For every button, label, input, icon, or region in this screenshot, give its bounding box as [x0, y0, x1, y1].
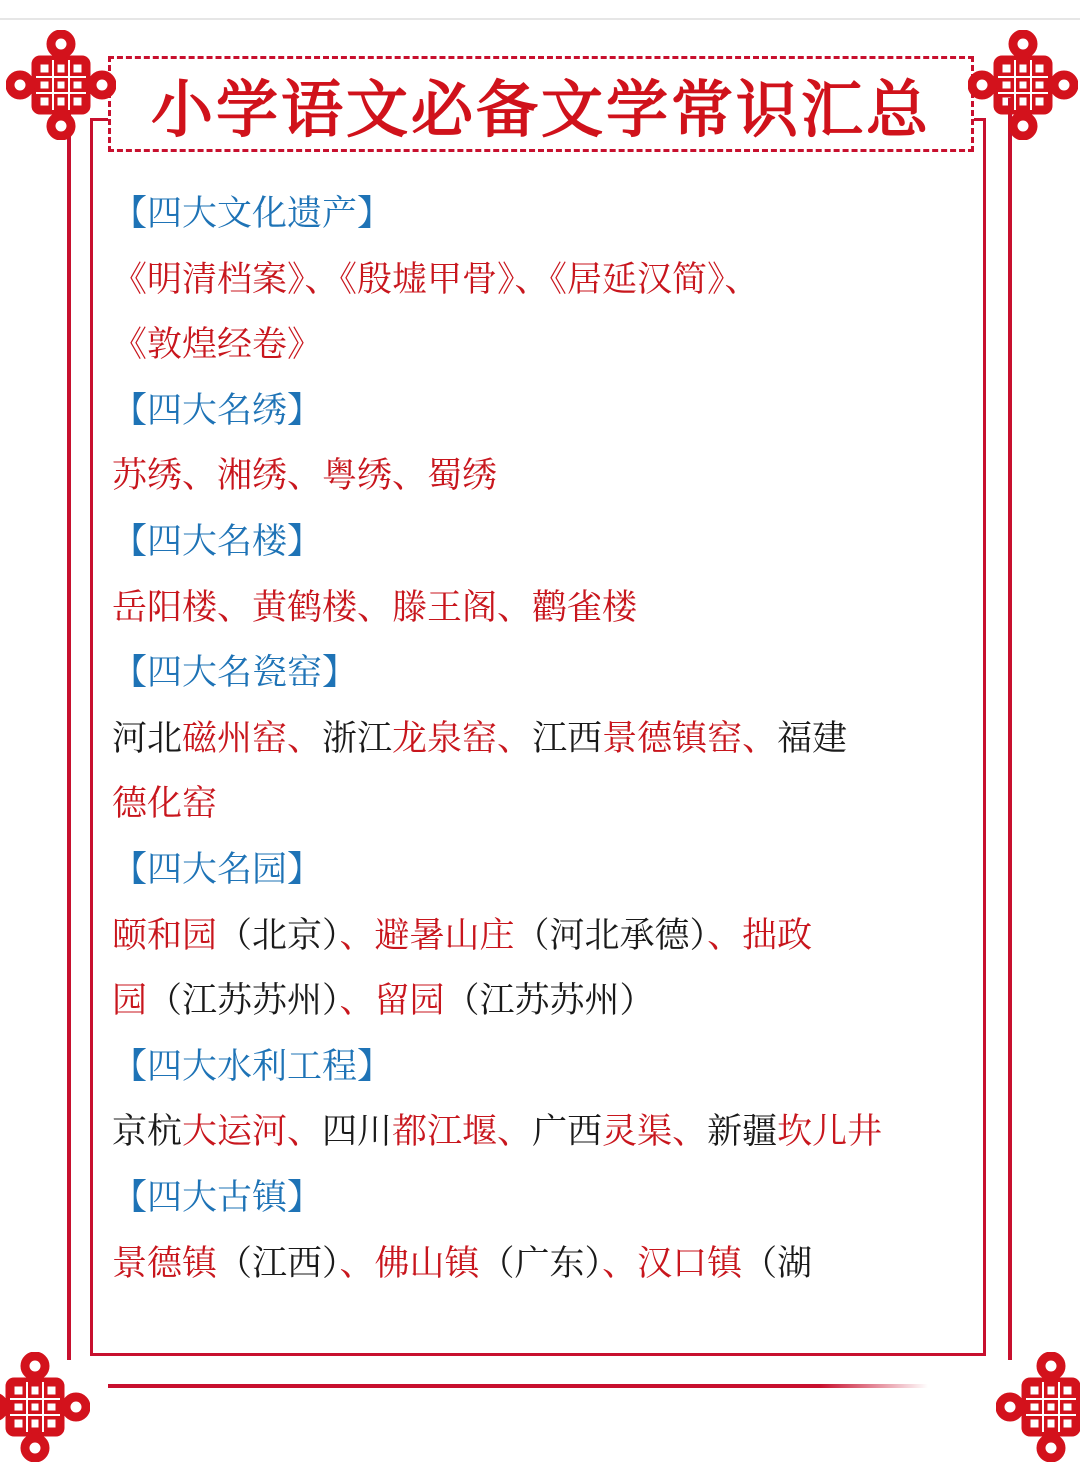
section-body-line — [112, 1108, 972, 1174]
highlight-text: 灵渠、 — [602, 1112, 708, 1153]
highlight-text: 、汉口镇 — [602, 1243, 743, 1284]
chinese-knot-icon — [968, 30, 1078, 140]
highlight-text: 苏绣、湘绣、粤绣、蜀绣 — [112, 456, 498, 497]
section-heading — [112, 846, 972, 912]
section-body-line — [112, 715, 972, 781]
plain-text: （河北承德） — [514, 915, 708, 956]
section-body-line — [112, 256, 972, 322]
plain-text: 京杭 — [112, 1112, 183, 1153]
highlight-text: 坎儿井 — [777, 1112, 883, 1153]
top-divider — [0, 18, 1080, 20]
section-heading — [112, 190, 972, 256]
frame-right-rail — [1008, 98, 1012, 1360]
highlight-text: 大运河、 — [182, 1112, 323, 1153]
chinese-knot-icon — [6, 30, 116, 140]
section-body-line — [112, 321, 972, 387]
highlight-text: 景德镇 — [112, 1243, 218, 1284]
section-body-line — [112, 452, 972, 518]
plain-text: （江苏苏州） — [444, 981, 655, 1022]
plain-text: 江西 — [532, 718, 603, 759]
highlight-text: 岳阳楼、黄鹤楼、滕王阁、鹳雀楼 — [112, 587, 638, 628]
section-heading-text: 【四大文化遗产】 — [112, 194, 393, 234]
plain-text: 浙江 — [322, 718, 393, 759]
highlight-text: 《敦煌经卷》 — [112, 325, 323, 366]
plain-text: 广西 — [532, 1112, 603, 1153]
chinese-knot-icon — [996, 1352, 1080, 1462]
section-heading-text: 【四大古镇】 — [112, 1177, 323, 1218]
highlight-text: 磁州窑、 — [182, 718, 323, 759]
section-heading — [112, 1174, 972, 1240]
frame-bottom-fade — [820, 1370, 1000, 1400]
section-heading-text: 【四大名瓷窑】 — [112, 653, 358, 694]
section-body-line — [112, 977, 972, 1043]
section-body-line — [112, 584, 972, 650]
section-heading-text: 【四大名绣】 — [112, 390, 323, 431]
chinese-knot-icon — [0, 1352, 90, 1462]
page-title: 小学语文必备文学常识汇总 — [150, 72, 931, 146]
highlight-text: 德化窑 — [112, 784, 218, 825]
plain-text: （江苏苏州） — [147, 981, 340, 1022]
plain-text: 新疆 — [707, 1112, 778, 1153]
section-heading-text: 【四大水利工程】 — [112, 1046, 393, 1087]
plain-text: 河北 — [112, 718, 183, 759]
title-box — [108, 56, 974, 152]
section-body-line — [112, 912, 972, 978]
plain-text: 四川 — [322, 1112, 393, 1153]
section-heading-text: 【四大名楼】 — [112, 521, 323, 562]
section-heading-text: 【四大名园】 — [112, 849, 323, 890]
section-body-line — [112, 780, 972, 846]
frame-left-rail — [67, 98, 71, 1360]
highlight-text: 、拙政 — [707, 915, 813, 956]
plain-text: （广东） — [479, 1243, 603, 1284]
highlight-text: 园 — [112, 981, 148, 1022]
highlight-text: 龙泉窑、 — [392, 718, 533, 759]
plain-text: 福建 — [777, 718, 848, 759]
section-heading — [112, 1043, 972, 1109]
section-heading — [112, 387, 972, 453]
highlight-text: 景德镇窑、 — [602, 718, 778, 759]
highlight-text: 颐和园 — [112, 915, 218, 956]
highlight-text: 、留园 — [339, 981, 445, 1022]
section-heading — [112, 518, 972, 584]
plain-text: （湖 — [742, 1243, 813, 1284]
highlight-text: 都江堰、 — [392, 1112, 533, 1153]
highlight-text: 《明清档案》、《殷墟甲骨》、《居延汉简》、 — [112, 259, 760, 300]
section-heading — [112, 649, 972, 715]
section-body-line — [112, 1240, 972, 1306]
plain-text: （江西） — [217, 1243, 340, 1284]
highlight-text: 、佛山镇 — [339, 1243, 480, 1284]
highlight-text: 、避暑山庄 — [339, 915, 515, 956]
plain-text: （北京） — [217, 915, 340, 956]
knowledge-list — [112, 190, 972, 1305]
